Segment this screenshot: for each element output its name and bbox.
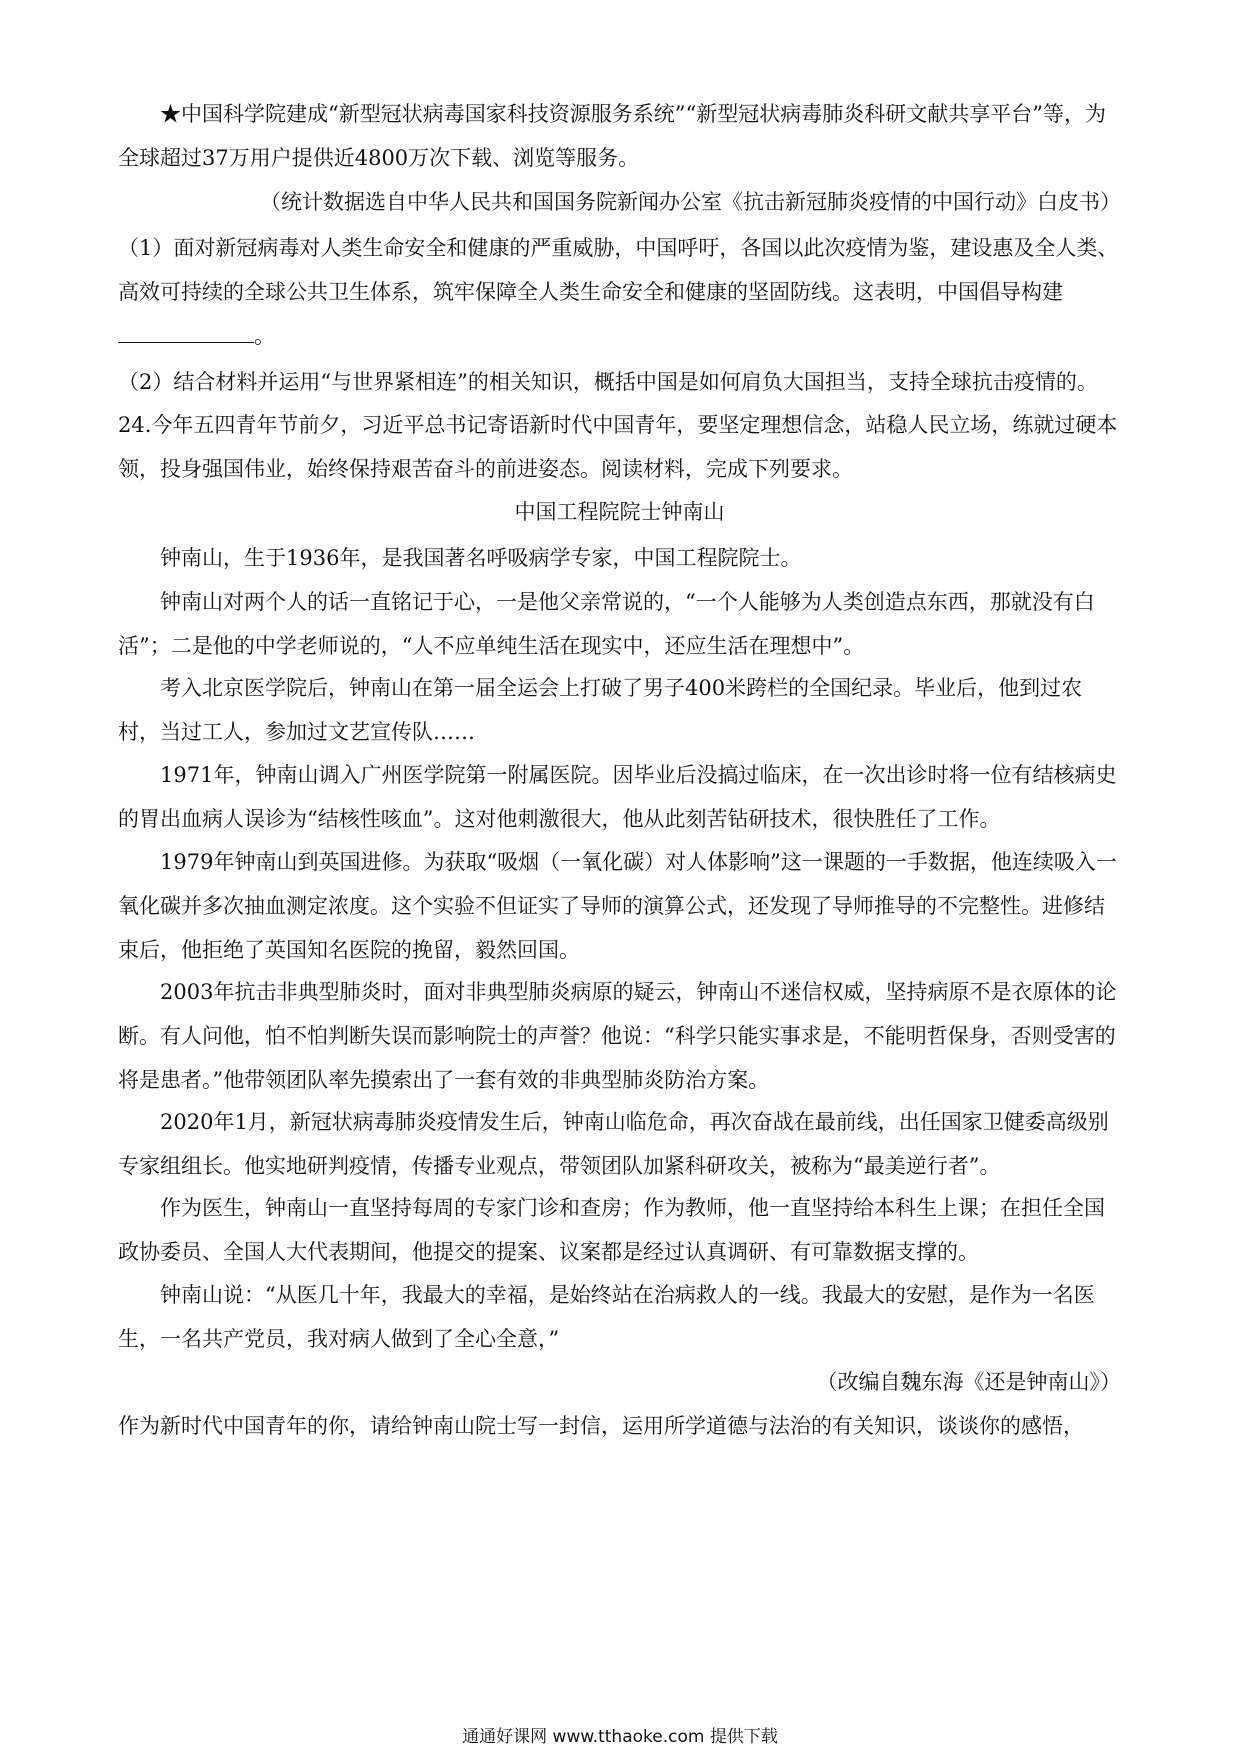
article-paragraph: 2020年1月，新冠状病毒肺炎疫情发生后，钟南山临危命，再次奋战在最前线，出任国家卫健委高级别专家组组长。他实地研判疫情，传播专业观点，带领团队加紧科研攻关，被称为“最美逆行者”。 [118,1110,1109,1178]
question-24-task: 作为新时代中国青年的你，请给钟南山院士写一封信，运用所学道德与法治的有关知识，谈谈你的感悟， [118,1414,1084,1438]
page-footer: 通通好课网 www.tthaoke.com 提供下载 [462,1727,778,1747]
article-paragraph: 1971年，钟南山调入广州医学院第一附属医院。因毕业后没搞过临床，在一次出诊时将一位有结核病史的胃出血病人误诊为“结核性咳血”。这对他刺激很大，他从此刻苦钻研技术，很快胜任了工作。 [118,763,1117,831]
answer-blank [118,320,254,343]
material-source: （统计数据选自中华人民共和国国务院新闻办公室《抗击新冠肺炎疫情的中国行动》白皮书） [260,190,1121,214]
question-23-part-1-text: （1）面对新冠病毒对人类生命安全和健康的严重威胁，中国呼吁，各国以此次疫情为鉴，建设惠及全人类、高效可持续的全球公共卫生体系，筑牢保障全人类生命安全和健康的坚固防线。这表明，中国倡导构建 [118,236,1119,304]
article-paragraph: 考入北京医学院后，钟南山在第一届全运会上打破了男子400米跨栏的全国纪录。毕业后，他到过农村，当过工人，参加过文艺宣传队…… [118,676,1083,744]
article-title: 中国工程院院士钟南山 [514,500,725,524]
article-paragraph: 钟南山对两个人的话一直铭记于心，一是他父亲常说的，“一个人能够为人类创造点东西，那就没有白活”；二是他的中学老师说的，“人不应单纯生活在现实中，还应生活在理想中”。 [118,590,1095,658]
question-23-part-1 [118,226,1121,358]
article-paragraph: 作为医生，钟南山一直坚持每周的专家门诊和查房；作为教师，他一直坚持给本科生上课；在担任全国政协委员、全国人大代表期间，他提交的提案、议案都是经过认真调研、有可靠数据支撑的。 [118,1196,1105,1264]
article-paragraph: 钟南山说：“从医几十年，我最大的幸福，是始终站在治病救人的一线。我最大的安慰，是作为一名医生，一名共产党员，我对病人做到了全心全意，” [118,1283,1095,1351]
question-24-intro: 24.今年五四青年节前夕，习近平总书记寄语新时代中国青年，要坚定理想信念，站稳人民立场，练就过硬本领，投身强国伟业，始终保持艰苦奋斗的前进姿态。阅读材料，完成下列要求。 [118,413,1118,481]
article-paragraph: 2003年抗击非典型肺炎时，面对非典型肺炎病原的疑云，钟南山不迷信权威，坚持病原不是衣原体的论断。有人问他，怕不怕判断失误而影响院士的声誉？他说：“科学只能实事求是，不能明哲保身，否则受害的将是患者。”他带领团队率先摸索出了一套有效的非典型肺炎防治方案。 [118,980,1117,1092]
material-bullet: ★中国科学院建成“新型冠状病毒国家科技资源服务系统”“新型冠状病毒肺炎科研文献共享平台”等，为全球超过37万用户提供近4800万次下载、浏览等服务。 [118,102,1106,170]
question-23-part-1-end: 。 [254,324,275,348]
article-paragraph: 钟南山，生于1936年，是我国著名呼吸病学专家，中国工程院院士。 [160,546,802,570]
article-source: （改编自魏东海《还是钟南山》） [816,1370,1121,1394]
article-paragraph: 1979年钟南山到英国进修。为获取“吸烟（一氧化碳）对人体影响”这一课题的一手数据，他连续吸入一氧化碳并多次抽血测定浓度。这个实验不但证实了导师的演算公式，还发现了导师推导的不完整性。进修结束后，他拒绝了英国知名医院的挽留，毅然回国。 [118,850,1117,962]
question-23-part-2: （2）结合材料并运用“与世界紧相连”的相关知识，概括中国是如何肩负大国担当，支持全球抗击疫情的。 [118,370,1098,394]
